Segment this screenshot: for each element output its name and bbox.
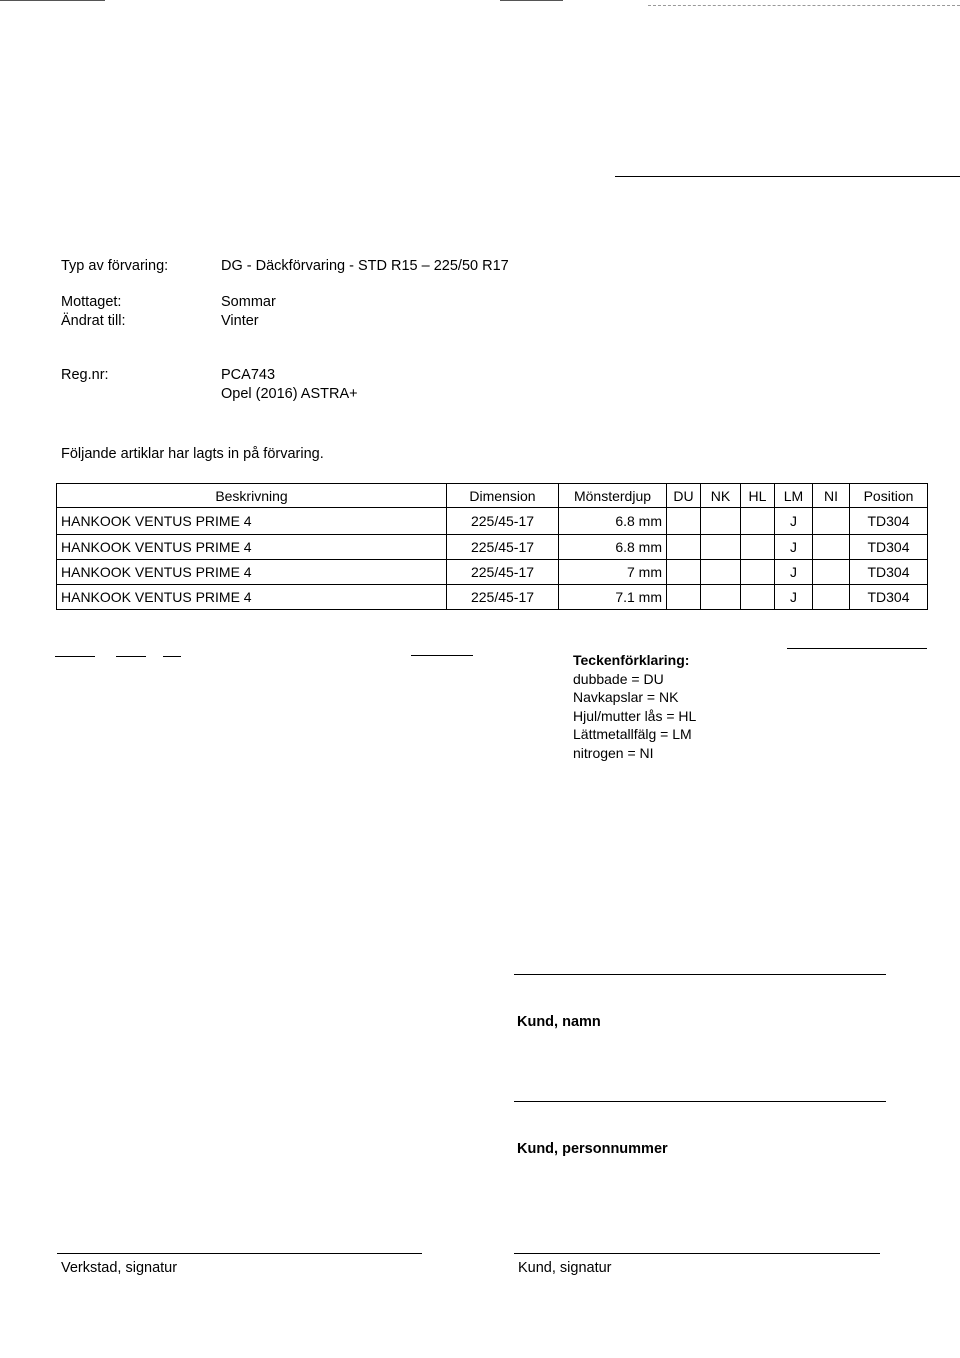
scan-artifact-line [500, 0, 563, 1]
cell-nk [701, 560, 741, 585]
cell-dimension: 225/45-17 [447, 508, 559, 535]
cell-lm: J [775, 535, 813, 560]
column-header: Beskrivning [57, 484, 447, 508]
received-value: Sommar [221, 294, 276, 310]
cell-position: TD304 [850, 560, 928, 585]
workshop-signature-line[interactable] [57, 1253, 422, 1254]
cell-dimension: 225/45-17 [447, 560, 559, 585]
column-header: NI [813, 484, 850, 508]
car-model: Opel (2016) ASTRA+ [221, 386, 358, 402]
cell-hl [741, 585, 775, 610]
table-row [57, 508, 928, 535]
cell-beskrivning: HANKOOK VENTUS PRIME 4 [57, 560, 447, 585]
customer-id-line[interactable] [514, 1101, 886, 1102]
legend-title: Teckenförklaring: [573, 652, 690, 668]
column-header: Position [850, 484, 928, 508]
column-header: Mönsterdjup [559, 484, 667, 508]
cell-position: TD304 [850, 508, 928, 535]
cell-beskrivning: HANKOOK VENTUS PRIME 4 [57, 508, 447, 535]
customer-id-label: Kund, personnummer [517, 1141, 668, 1157]
cell-nk [701, 508, 741, 535]
table-row [57, 560, 928, 585]
cell-ni [813, 535, 850, 560]
regnr-value: PCA743 [221, 367, 276, 383]
customer-name-label: Kund, namn [517, 1014, 601, 1030]
storage-items-table [56, 483, 928, 610]
column-header: DU [667, 484, 701, 508]
legend [573, 651, 696, 762]
cell-monsterdjup: 6.8 mm [559, 508, 667, 535]
header-rule [615, 176, 960, 177]
regnr-label: Reg.nr: [61, 367, 109, 383]
changed-value: Vinter [221, 313, 259, 329]
legend-item: Navkapslar = NK [573, 689, 679, 705]
legend-item: dubbade = DU [573, 670, 664, 687]
cell-ni [813, 560, 850, 585]
cell-beskrivning: HANKOOK VENTUS PRIME 4 [57, 585, 447, 610]
cell-ni [813, 585, 850, 610]
cell-lm: J [775, 560, 813, 585]
separator-dash [116, 656, 146, 657]
customer-signature-line[interactable] [514, 1253, 880, 1254]
cell-monsterdjup: 7 mm [559, 560, 667, 585]
customer-name-line[interactable] [514, 974, 886, 975]
cell-nk [701, 535, 741, 560]
legend-item: Lättmetallfälg = LM [573, 726, 692, 742]
scan-artifact-line [0, 0, 105, 1]
changed-label: Ändrat till: [61, 313, 126, 329]
separator-dash [163, 656, 181, 657]
column-header: LM [775, 484, 813, 508]
column-header: HL [741, 484, 775, 508]
storage-type-value: DG - Däckförvaring - STD R15 – 225/50 R17 [221, 258, 509, 274]
separator-dash [787, 648, 927, 649]
intro-text: Följande artiklar har lagts in på förvaring. [61, 446, 324, 462]
column-header: Dimension [447, 484, 559, 508]
customer-signature-label: Kund, signatur [518, 1260, 612, 1276]
workshop-signature-label: Verkstad, signatur [61, 1260, 178, 1276]
scan-artifact-line [648, 5, 960, 6]
table-header-row [57, 484, 928, 508]
cell-nk [701, 585, 741, 610]
legend-item: nitrogen = NI [573, 744, 654, 761]
cell-hl [741, 535, 775, 560]
cell-position: TD304 [850, 535, 928, 560]
cell-position: TD304 [850, 585, 928, 610]
cell-du [667, 535, 701, 560]
cell-du [667, 560, 701, 585]
cell-monsterdjup: 7.1 mm [559, 585, 667, 610]
column-header: NK [701, 484, 741, 508]
storage-type-label: Typ av förvaring: [61, 258, 169, 274]
cell-du [667, 508, 701, 535]
cell-lm: J [775, 585, 813, 610]
separator-dash [411, 655, 473, 656]
legend-item: Hjul/mutter lås = HL [573, 707, 697, 724]
cell-lm: J [775, 508, 813, 535]
cell-ni [813, 508, 850, 535]
cell-hl [741, 560, 775, 585]
cell-dimension: 225/45-17 [447, 535, 559, 560]
table-row [57, 585, 928, 610]
separator-dash [55, 656, 95, 657]
cell-hl [741, 508, 775, 535]
received-label: Mottaget: [61, 294, 122, 310]
cell-dimension: 225/45-17 [447, 585, 559, 610]
cell-du [667, 585, 701, 610]
cell-beskrivning: HANKOOK VENTUS PRIME 4 [57, 535, 447, 560]
table-row [57, 535, 928, 560]
cell-monsterdjup: 6.8 mm [559, 535, 667, 560]
